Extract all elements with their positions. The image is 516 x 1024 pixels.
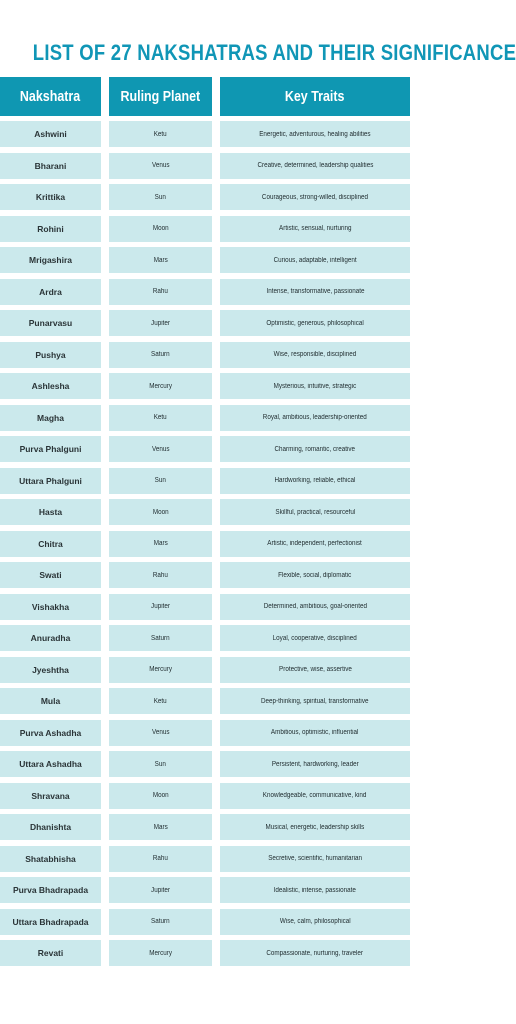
- ruling-planet-cell: Rahu: [109, 846, 212, 872]
- nakshatra-cell: Anuradha: [0, 625, 101, 651]
- key-traits-cell: Idealistic, intense, passionate: [220, 877, 410, 903]
- key-traits-cell: Courageous, strong-willed, disciplined: [220, 184, 410, 210]
- table-row: [0, 184, 410, 210]
- table-row: [0, 216, 410, 242]
- key-traits-cell: Ambitious, optimistic, influential: [220, 720, 410, 746]
- key-traits-cell: Skillful, practical, resourceful: [220, 499, 410, 525]
- nakshatra-cell: Purva Bhadrapada: [0, 877, 101, 903]
- key-traits-cell: Flexible, social, diplomatic: [220, 562, 410, 588]
- nakshatra-cell: Shatabhisha: [0, 846, 101, 872]
- nakshatra-cell: Chitra: [0, 531, 101, 557]
- table-row: [0, 310, 410, 336]
- nakshatra-cell: Jyeshtha: [0, 657, 101, 683]
- key-traits-cell: Optimistic, generous, philosophical: [220, 310, 410, 336]
- nakshatra-cell: Mula: [0, 688, 101, 714]
- table-row: [0, 436, 410, 462]
- nakshatra-cell: Swati: [0, 562, 101, 588]
- table-row: [0, 720, 410, 746]
- page-title: LIST OF 27 NAKSHATRAS AND THEIR SIGNIFICANCE: [32, 40, 516, 65]
- header-key-traits: Key Traits: [220, 77, 410, 116]
- table-row: [0, 688, 410, 714]
- ruling-planet-cell: Rahu: [109, 562, 212, 588]
- ruling-planet-cell: Ketu: [109, 688, 212, 714]
- key-traits-cell: Compassionate, nurturing, traveler: [220, 940, 410, 966]
- ruling-planet-cell: Saturn: [109, 909, 212, 935]
- ruling-planet-cell: Saturn: [109, 342, 212, 368]
- table-row: [0, 657, 410, 683]
- table-row: [0, 877, 410, 903]
- nakshatra-cell: Purva Ashadha: [0, 720, 101, 746]
- table-row: [0, 751, 410, 777]
- ruling-planet-cell: Mercury: [109, 940, 212, 966]
- table-row: [0, 499, 410, 525]
- key-traits-cell: Wise, responsible, disciplined: [220, 342, 410, 368]
- ruling-planet-cell: Ketu: [109, 121, 212, 147]
- ruling-planet-cell: Saturn: [109, 625, 212, 651]
- key-traits-cell: Artistic, sensual, nurturing: [220, 216, 410, 242]
- ruling-planet-cell: Rahu: [109, 279, 212, 305]
- table-row: [0, 940, 410, 966]
- nakshatra-cell: Pushya: [0, 342, 101, 368]
- table-row: [0, 783, 410, 809]
- nakshatra-cell: Uttara Phalguni: [0, 468, 101, 494]
- table-row: [0, 121, 410, 147]
- ruling-planet-cell: Sun: [109, 468, 212, 494]
- ruling-planet-cell: Jupiter: [109, 877, 212, 903]
- key-traits-cell: Mysterious, intuitive, strategic: [220, 373, 410, 399]
- nakshatra-cell: Ashlesha: [0, 373, 101, 399]
- table-row: [0, 279, 410, 305]
- key-traits-cell: Musical, energetic, leadership skills: [220, 814, 410, 840]
- ruling-planet-cell: Mars: [109, 531, 212, 557]
- key-traits-cell: Charming, romantic, creative: [220, 436, 410, 462]
- ruling-planet-cell: Moon: [109, 783, 212, 809]
- nakshatra-cell: Shravana: [0, 783, 101, 809]
- nakshatra-cell: Dhanishta: [0, 814, 101, 840]
- table-row: [0, 405, 410, 431]
- ruling-planet-cell: Venus: [109, 153, 212, 179]
- key-traits-cell: Energetic, adventurous, healing abilities: [220, 121, 410, 147]
- table-row: [0, 814, 410, 840]
- table-row: [0, 625, 410, 651]
- table-row: [0, 531, 410, 557]
- ruling-planet-cell: Sun: [109, 184, 212, 210]
- nakshatra-cell: Magha: [0, 405, 101, 431]
- ruling-planet-cell: Mercury: [109, 657, 212, 683]
- nakshatra-cell: Rohini: [0, 216, 101, 242]
- table-header-row: [0, 77, 410, 116]
- nakshatra-cell: Krittika: [0, 184, 101, 210]
- key-traits-cell: Hardworking, reliable, ethical: [220, 468, 410, 494]
- table-row: [0, 247, 410, 273]
- ruling-planet-cell: Moon: [109, 216, 212, 242]
- nakshatra-table: [0, 77, 410, 972]
- nakshatra-cell: Punarvasu: [0, 310, 101, 336]
- table-row: [0, 153, 410, 179]
- ruling-planet-cell: Jupiter: [109, 310, 212, 336]
- ruling-planet-cell: Mars: [109, 814, 212, 840]
- nakshatra-cell: Uttara Ashadha: [0, 751, 101, 777]
- key-traits-cell: Deep-thinking, spiritual, transformative: [220, 688, 410, 714]
- nakshatra-cell: Purva Phalguni: [0, 436, 101, 462]
- key-traits-cell: Protective, wise, assertive: [220, 657, 410, 683]
- nakshatra-cell: Mrigashira: [0, 247, 101, 273]
- ruling-planet-cell: Mercury: [109, 373, 212, 399]
- ruling-planet-cell: Moon: [109, 499, 212, 525]
- ruling-planet-cell: Sun: [109, 751, 212, 777]
- key-traits-cell: Intense, transformative, passionate: [220, 279, 410, 305]
- header-ruling-planet: Ruling Planet: [109, 77, 212, 116]
- key-traits-cell: Secretive, scientific, humanitarian: [220, 846, 410, 872]
- nakshatra-cell: Uttara Bhadrapada: [0, 909, 101, 935]
- key-traits-cell: Persistent, hardworking, leader: [220, 751, 410, 777]
- ruling-planet-cell: Mars: [109, 247, 212, 273]
- key-traits-cell: Determined, ambitious, goal-oriented: [220, 594, 410, 620]
- key-traits-cell: Artistic, independent, perfectionist: [220, 531, 410, 557]
- table-row: [0, 468, 410, 494]
- key-traits-cell: Loyal, cooperative, disciplined: [220, 625, 410, 651]
- key-traits-cell: Wise, calm, philosophical: [220, 909, 410, 935]
- header-nakshatra: Nakshatra: [0, 77, 101, 116]
- table-row: [0, 373, 410, 399]
- nakshatra-cell: Bharani: [0, 153, 101, 179]
- key-traits-cell: Curious, adaptable, intelligent: [220, 247, 410, 273]
- table-row: [0, 594, 410, 620]
- ruling-planet-cell: Venus: [109, 436, 212, 462]
- table-row: [0, 846, 410, 872]
- table-row: [0, 342, 410, 368]
- table-body: [0, 121, 410, 966]
- nakshatra-cell: Ashwini: [0, 121, 101, 147]
- key-traits-cell: Royal, ambitious, leadership-oriented: [220, 405, 410, 431]
- nakshatra-cell: Ardra: [0, 279, 101, 305]
- key-traits-cell: Knowledgeable, communicative, kind: [220, 783, 410, 809]
- nakshatra-cell: Revati: [0, 940, 101, 966]
- key-traits-cell: Creative, determined, leadership qualities: [220, 153, 410, 179]
- nakshatra-cell: Hasta: [0, 499, 101, 525]
- ruling-planet-cell: Jupiter: [109, 594, 212, 620]
- ruling-planet-cell: Venus: [109, 720, 212, 746]
- table-row: [0, 909, 410, 935]
- nakshatra-cell: Vishakha: [0, 594, 101, 620]
- ruling-planet-cell: Ketu: [109, 405, 212, 431]
- table-row: [0, 562, 410, 588]
